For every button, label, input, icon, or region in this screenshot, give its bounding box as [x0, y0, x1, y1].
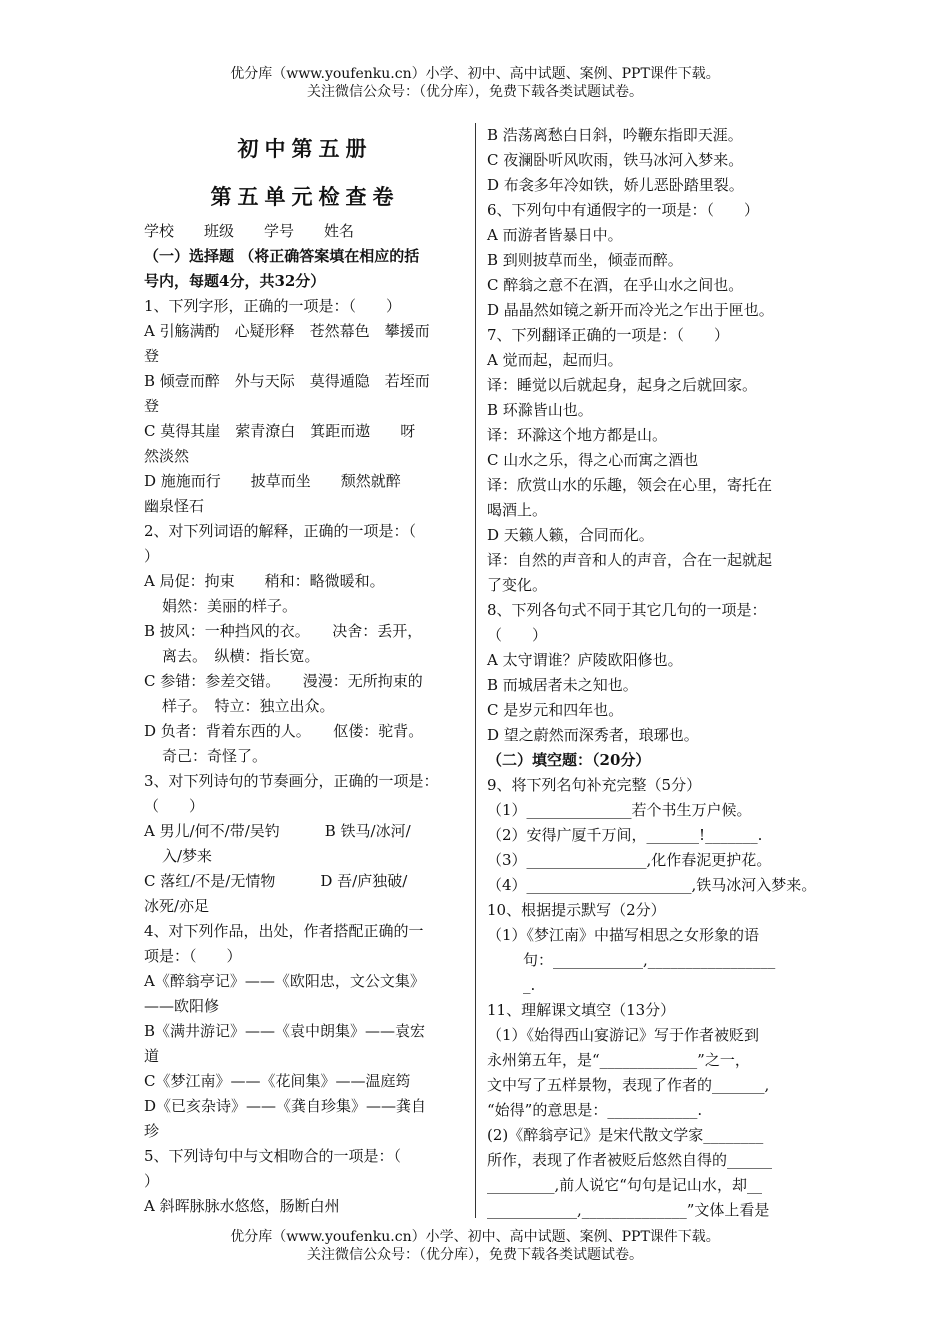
question-line: B《满井游记》——《袁中朗集》——袁宏 [144, 1022, 426, 1040]
question-line: B 到则披草而坐，倾壶而醉。 [487, 251, 683, 269]
blank-line: _. [523, 976, 536, 994]
question-line: C 是岁元和四年也。 [487, 701, 624, 719]
question-line: A 引觞满酌 心疑形释 苍然幕色 攀援而 [144, 322, 430, 340]
question-line: 4、对下列作品，出处，作者搭配正确的一 [144, 922, 424, 940]
question-line: 3、对下列诗句的节奏画分，正确的一项是： [144, 772, 439, 790]
question-line: ） [144, 1172, 160, 1190]
question-line: C 夜澜卧听风吹雨，铁马冰河入梦来。 [487, 151, 744, 169]
question-line: 2、对下列词语的解释，正确的一项是：（ [144, 522, 417, 540]
question-line: A 太守谓谁？庐陵欧阳修也。 [487, 651, 683, 669]
question-line: 所作，表现了作者被贬后悠然自得的______ [487, 1151, 773, 1169]
question-line: C 莫得其崖 萦青潦白 箕距而遨 呀 [144, 422, 416, 440]
question-line: 9、将下列名句补充完整（5分） [487, 776, 702, 794]
column-divider [475, 123, 476, 1218]
page-footer [0, 1228, 950, 1264]
question-line: 译：睡觉以后就起身，起身之后就回家。 [487, 376, 758, 394]
question-line: （1）《梦江南》中描写相思之女形象的语 [487, 926, 760, 944]
question-line: 6、下列句中有通假字的一项是：（ ） [487, 201, 760, 219]
blank-line: （2）安得广厦千万间，_______!_______. [487, 826, 763, 844]
question-line: D《已亥杂诗》——《龚自珍集》——龚自 [144, 1097, 427, 1115]
question-line: C 山水之乐，得之心而寓之酒也 [487, 451, 699, 469]
footer-line-2: 关注微信公众号：（优分库），免费下载各类试题试卷。 [307, 1247, 643, 1263]
question-line: 8、下列各句式不同于其它几句的一项是： [487, 601, 767, 619]
question-line: _________,前人说它“句句是记山水，却__ [487, 1176, 762, 1194]
question-line: D 天籁人籁，合同而化。 [487, 526, 654, 544]
question-line: A 斜晖脉脉水悠悠，肠断白州 [144, 1197, 340, 1215]
question-line: A《醉翁亭记》——《欧阳忠，文公文集》 [144, 972, 425, 990]
question-line: 样子。 特立：独立出众。 [162, 697, 335, 715]
question-line: 永州第五年，是“_____________”之一， [487, 1051, 750, 1069]
header-line-2: 关注微信公众号：（优分库），免费下载各类试题试卷。 [307, 84, 643, 100]
footer-line-1: 优分库（www.youfenku.cn）小学、初中、高中试题、案例、PPT课件下载。 [230, 1229, 720, 1245]
left-column [144, 123, 466, 1219]
question-line: 喝酒上。 [487, 501, 548, 519]
question-line: A 而游者皆暴日中。 [487, 226, 623, 244]
doc-title: 初中第五册 [237, 136, 373, 161]
blank-line: （1）______________若个书生万户候。 [487, 801, 752, 819]
question-line: （ ） [144, 797, 205, 815]
question-line: B 披风：一种挡风的衣。 决舍：丢开， [144, 622, 423, 640]
question-line: A 局促：拘束 稍和：略微暖和。 [144, 572, 385, 590]
info-line: 学校 班级 学号 姓名 [144, 222, 355, 240]
question-line: 5、下列诗句中与文相吻合的一项是：（ [144, 1147, 402, 1165]
question-line: 登 [144, 347, 160, 365]
question-line: 了变化。 [487, 576, 548, 594]
page-header [0, 65, 950, 101]
question-line: （ ） [487, 626, 548, 644]
question-line: 文中写了五样景物，表现了作者的_______, [487, 1076, 770, 1094]
question-line: 译：环滁这个地方都是山。 [487, 426, 668, 444]
question-line: 10、根据提示默写（2分） [487, 901, 666, 919]
question-line: 娟然：美丽的样子。 [162, 597, 298, 615]
question-line: 冰死/亦足 [144, 897, 210, 915]
question-line: 珍 [144, 1122, 160, 1140]
question-line: 道 [144, 1047, 160, 1065]
blank-line: （3）________________,化作春泥更护花。 [487, 851, 772, 869]
question-line: B 而城居者未之知也。 [487, 676, 638, 694]
question-line: 然淡然 [144, 447, 190, 465]
blank-line: 句：____________,_________________ [523, 951, 776, 969]
question-line: 幽泉怪石 [144, 497, 205, 515]
section-2-heading: （二）填空题：（20分） [487, 751, 651, 769]
question-line: D 负者：背着东西的人。 伛偻：驼背。 [144, 722, 424, 740]
question-line: 入/梦来 [162, 847, 213, 865]
question-line: C 落红/不是/无情物 D 吾/庐独破/ [144, 872, 408, 890]
question-line: 1、下列字形，正确的一项是：（ ） [144, 297, 402, 315]
question-line: ——欧阳修 [144, 997, 220, 1015]
question-line: “始得”的意思是：____________. [487, 1101, 703, 1119]
question-line: D 望之蔚然而深秀者，琅琊也。 [487, 726, 699, 744]
header-line-1: 优分库（www.youfenku.cn）小学、初中、高中试题、案例、PPT课件下载。 [230, 66, 720, 82]
question-line: B 浩荡离愁白日斜，吟鞭东指即天涯。 [487, 126, 743, 144]
question-line: ____________,______________”文体上看是 [487, 1201, 770, 1219]
question-line: ） [144, 547, 160, 565]
blank-line: （4）______________________,铁马冰河入梦来。 [487, 876, 817, 894]
question-line: A 男儿/何不/带/吴钓 B 铁马/冰河/ [144, 822, 411, 840]
question-line: （1）《始得西山宴游记》写于作者被贬到 [487, 1026, 760, 1044]
question-line: B 环滁皆山也。 [487, 401, 593, 419]
question-line: 7、下列翻译正确的一项是：（ ） [487, 326, 730, 344]
question-line: D 晶晶然如镜之新开而冷光之乍出于匣也。 [487, 301, 774, 319]
question-line: D 施施而行 披草而坐 颓然就醉 [144, 472, 401, 490]
question-line: 离去。 纵横：指长宽。 [162, 647, 320, 665]
question-line: 译：自然的声音和人的声音，合在一起就起 [487, 551, 773, 569]
question-line: 奇己：奇怪了。 [162, 747, 268, 765]
question-line: C 参错：参差交错。 漫漫：无所拘束的 [144, 672, 423, 690]
question-line: B 倾壹而醉 外与天际 莫得遁隐 若垤而 [144, 372, 430, 390]
section-1-heading-cont: 号内，每题4分，共32分） [144, 272, 326, 290]
question-line: D 布衾多年冷如铁，娇儿恶卧踏里裂。 [487, 176, 744, 194]
doc-subtitle: 第五单元检查卷 [210, 184, 400, 209]
question-line: 11、理解课文填空（13分） [487, 1001, 676, 1019]
question-line: C《梦江南》——《花间集》——温庭筠 [144, 1072, 411, 1090]
question-line: 登 [144, 397, 160, 415]
section-1-heading: （一）选择题 （将正确答案填在相应的括 [144, 247, 420, 265]
question-line: 项是：（ ） [144, 947, 242, 965]
question-line: A 觉而起，起而归。 [487, 351, 623, 369]
right-column [487, 123, 817, 1223]
question-line: 译：欣赏山水的乐趣，领会在心里，寄托在 [487, 476, 773, 494]
question-line: C 醉翁之意不在酒，在乎山水之间也。 [487, 276, 744, 294]
question-line: (2)《醉翁亭记》是宋代散文学家________ [487, 1126, 764, 1144]
